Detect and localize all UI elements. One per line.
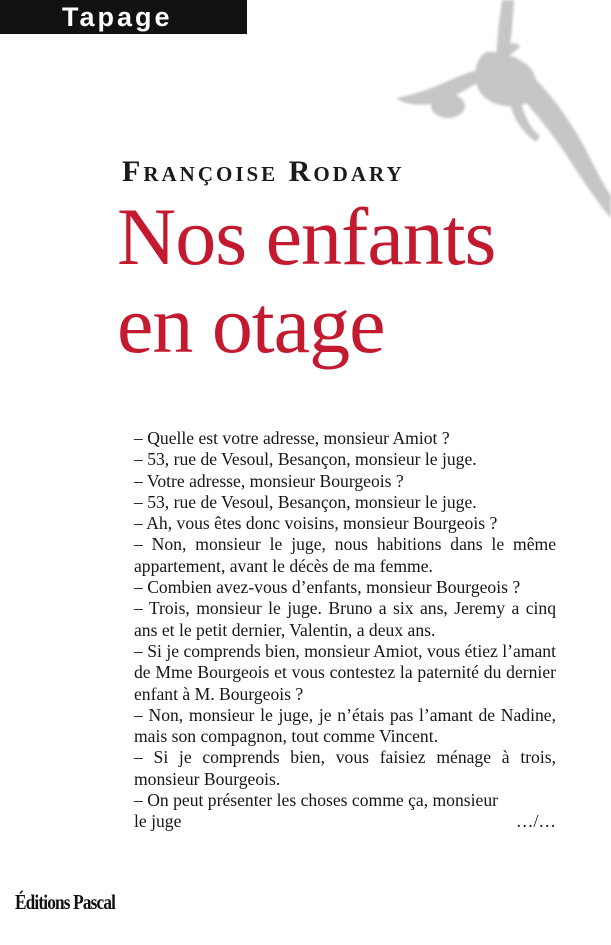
continuation-mark: …/… — [515, 811, 556, 832]
dialogue-last-line — [134, 811, 556, 832]
dialogue-line: – 53, rue de Vesoul, Besançon, monsieur le juge. — [134, 449, 477, 470]
author-name: Françoise Rodary — [122, 155, 405, 188]
book-title — [117, 193, 597, 369]
dialogue-line: – Combien avez-vous d’enfants, monsieur Bourgeois ? — [134, 577, 521, 598]
series-band — [0, 0, 247, 34]
dialogue-line: – Trois, monsieur le juge. Bruno a six ans, Jeremy a cinq ans et le petit dernier, Valentin, a deux ans. — [134, 598, 556, 640]
dialogue-line: – Non, monsieur le juge, nous habitions dans le même appartement, avant le décès de ma femme. — [134, 534, 556, 576]
dialogue-line: – Ah, vous êtes donc voisins, monsieur Bourgeois ? — [134, 513, 498, 534]
dialogue-line: – Non, monsieur le juge, je n’étais pas l’amant de Nadine, mais son compagnon, tout comme Vincent. — [134, 704, 556, 747]
publisher-logo: Éditions Pascal — [15, 890, 116, 914]
dialogue-line: – 53, rue de Vesoul, Besançon, monsieur le juge. — [134, 491, 477, 512]
title-line-1: Nos enfants — [117, 191, 496, 282]
dialogue-line: – On peut présenter les choses comme ça, monsieur — [134, 790, 498, 811]
dialogue-final-words: le juge — [134, 811, 182, 832]
dialogue-line: – Quelle est votre adresse, monsieur Amiot ? — [134, 428, 450, 448]
title-line-2: en otage — [117, 279, 385, 370]
dialogue-line: – Votre adresse, monsieur Bourgeois ? — [134, 470, 404, 491]
dialogue-line: – Si je comprends bien, monsieur Amiot, vous étiez l’amant de Mme Bourgeois et vous contestez la paternité du dernier enfant à M. Bourgeois ? — [134, 640, 556, 704]
series-label: Tapage — [62, 2, 173, 32]
dialogue-line: – Si je comprends bien, vous faisiez ménage à trois, monsieur Bourgeois. — [134, 747, 556, 789]
back-excerpt — [134, 428, 556, 833]
